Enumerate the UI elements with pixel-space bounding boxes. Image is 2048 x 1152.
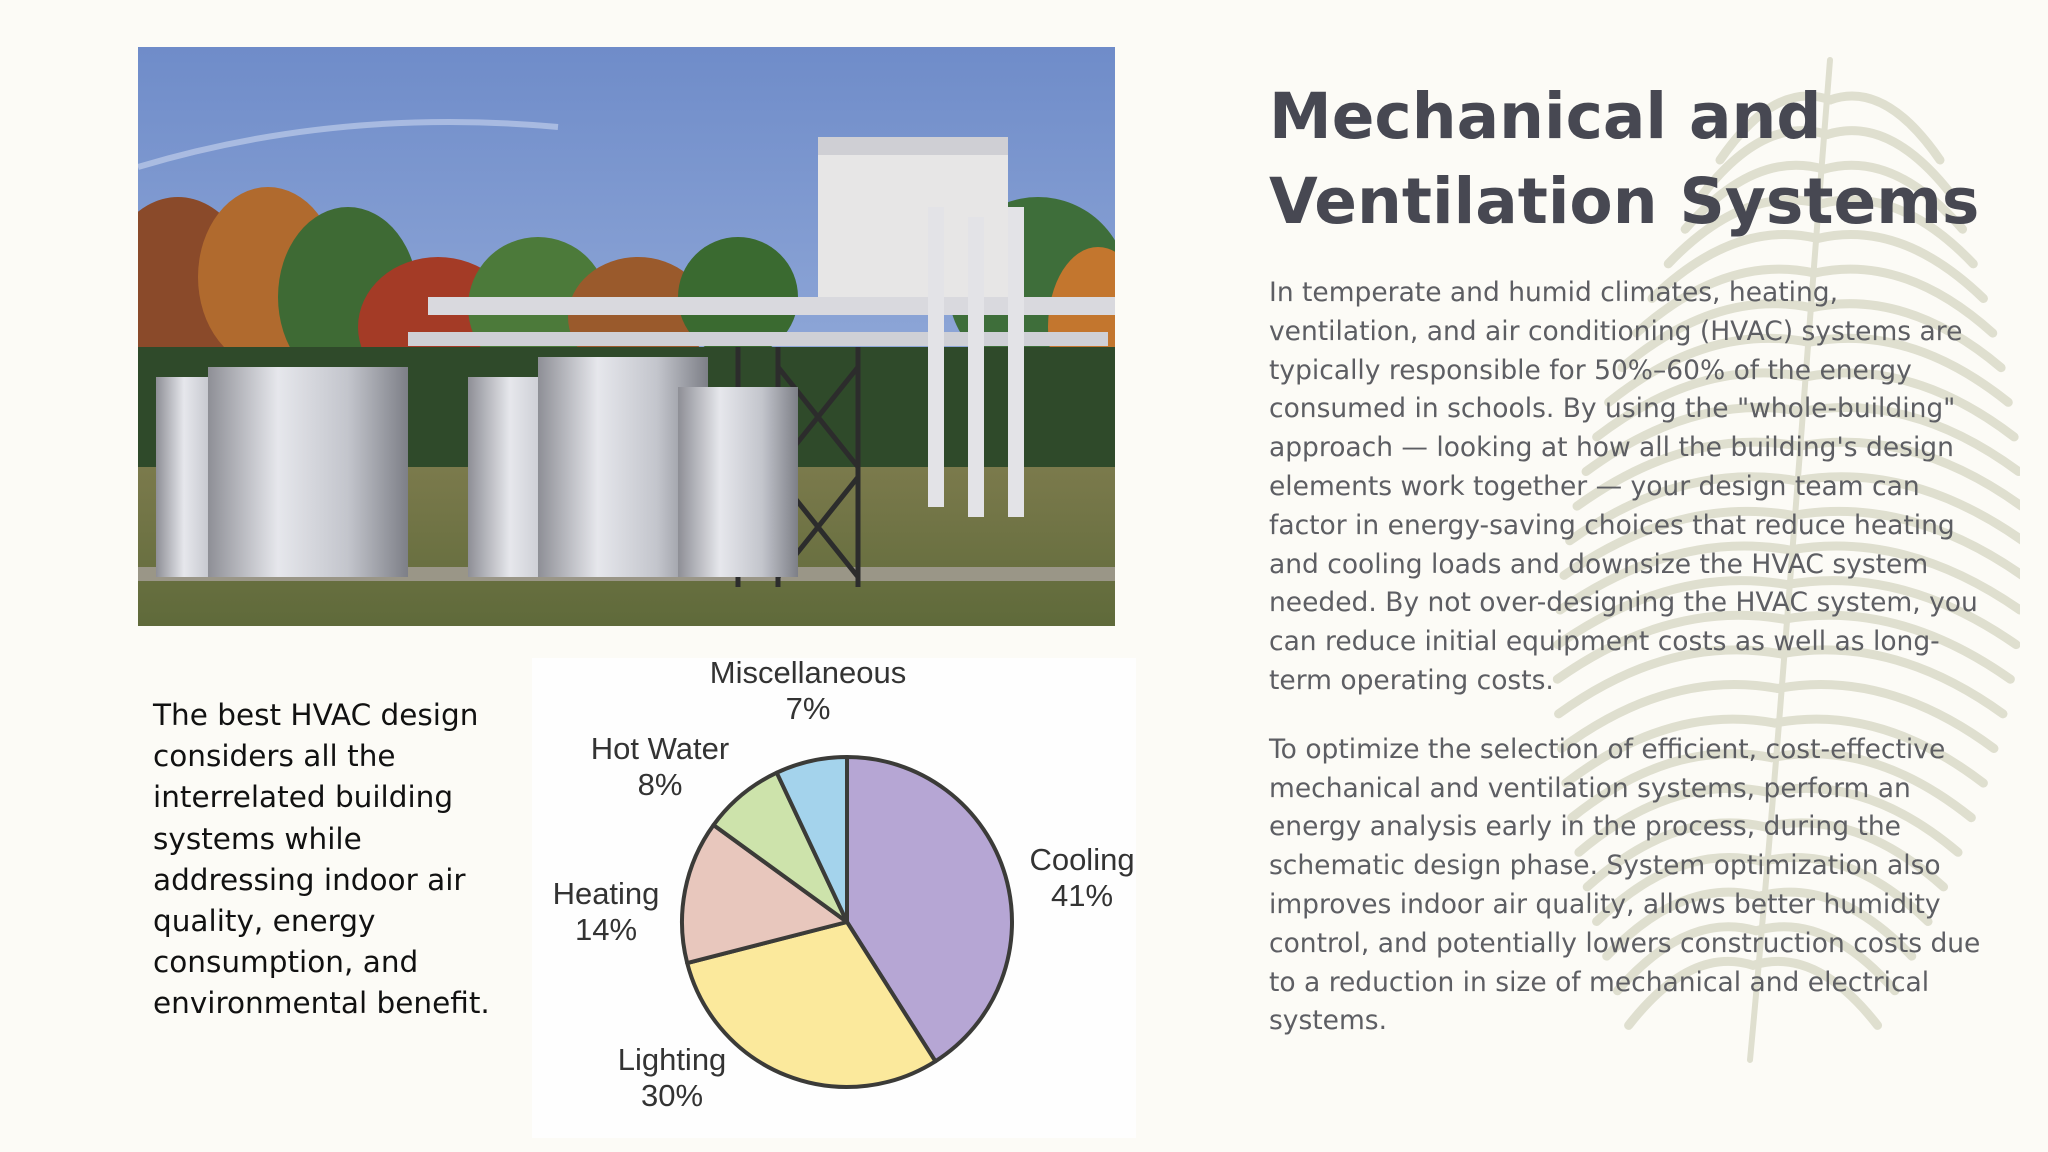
pie-value-miscellaneous: 7% <box>785 691 831 726</box>
pie-label-lighting: Lighting <box>617 1042 727 1077</box>
body-paragraph-1: In temperate and humid climates, heating, ventilation, and air conditioning (HVAC) systems are typically responsible for 50%–60% of the energy consumed in schools. By using the "whole-building" approach — looking at how all the building's design elements work together — your design team can factor in energy-saving choices that reduce heating and cooling loads and downsize the HVAC system needed. By not over-designing the HVAC system, you can reduce initial equipment costs as well as long-term operating costs. <box>1269 277 1978 696</box>
pie-value-cooling: 41% <box>1050 878 1114 913</box>
pie-label-miscellaneous: Miscellaneous <box>709 658 907 690</box>
slide-body <box>1269 274 1989 1071</box>
slide-title-line-2: Ventilation Systems <box>1269 165 1980 238</box>
pie-label-heating: Heating <box>552 876 660 911</box>
hvac-plant-photo <box>138 47 1115 626</box>
slide-title-line-1: Mechanical and <box>1269 80 1822 153</box>
side-note: The best HVAC design considers all the interrelated building systems while addressing indoor air quality, energy consumption, and environmental benefit. <box>153 698 490 1021</box>
energy-pie-chart <box>532 658 1136 1138</box>
pie-value-hot-water: 8% <box>637 767 683 802</box>
pie-label-cooling: Cooling <box>1029 842 1135 877</box>
pie-value-lighting: 30% <box>640 1078 704 1113</box>
pie-value-heating: 14% <box>574 912 638 947</box>
body-paragraph-2: To optimize the selection of efficient, cost-effective mechanical and ventilation systems, perform an energy analysis early in the process, during the schematic design phase. System optimization also improves indoor air quality, allows better humidity control, and potentially lowers construction costs due to a reduction in size of mechanical and electrical systems. <box>1269 733 1981 1037</box>
slide-title <box>1269 74 1989 244</box>
pie-label-hot-water: Hot Water <box>590 731 730 766</box>
